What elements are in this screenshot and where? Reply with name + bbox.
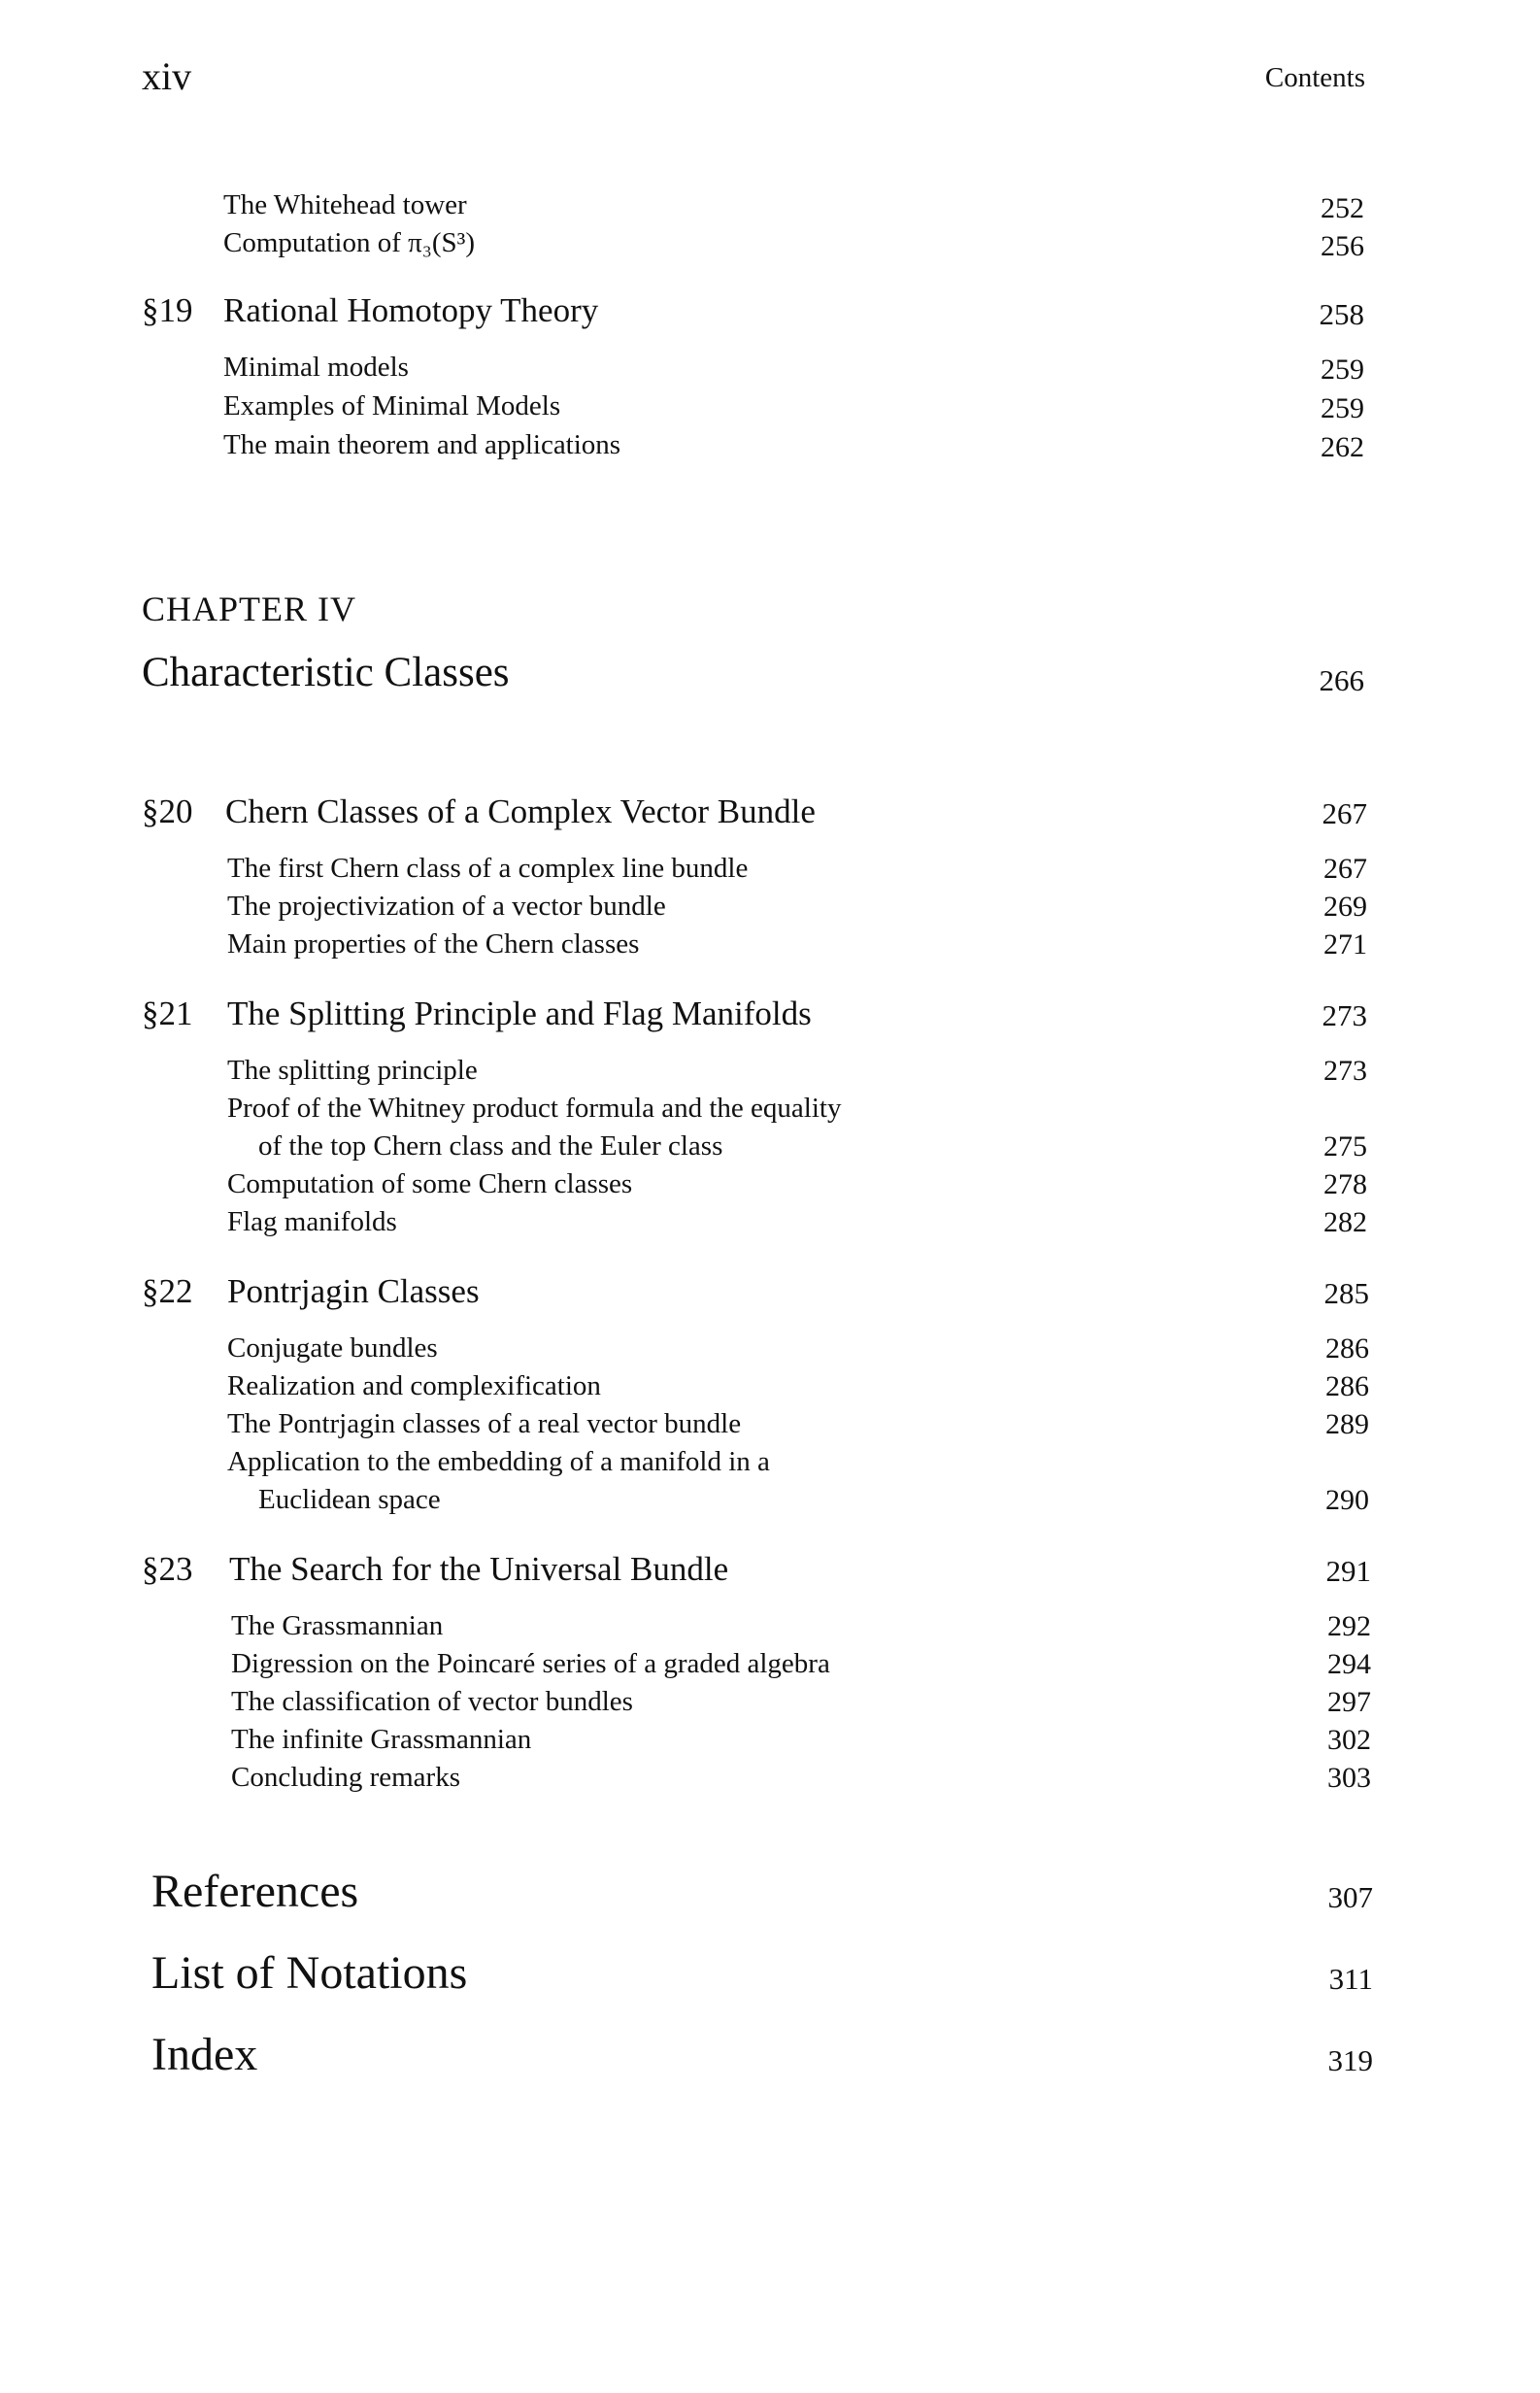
chapter-label: CHAPTER IV	[142, 590, 357, 628]
toc-entry-title[interactable]: Main properties of the Chern classes	[227, 928, 640, 960]
running-title: Contents	[1264, 62, 1365, 93]
toc-entry-page: 273	[1323, 1055, 1367, 1087]
section-page: 285	[1323, 1276, 1369, 1310]
toc-entry-title[interactable]: of the top Chern class and the Euler class	[258, 1130, 723, 1162]
toc-entry-title[interactable]: Realization and complexification	[227, 1370, 601, 1401]
section-number: §22	[142, 1272, 193, 1310]
toc-entry-title[interactable]: The infinite Grassmannian	[231, 1724, 532, 1755]
back-matter-title[interactable]: List of Notations	[151, 1947, 468, 1999]
back-matter-page: 319	[1327, 2043, 1373, 2077]
toc-entry-page: 282	[1323, 1206, 1367, 1238]
toc-entry-title[interactable]: Concluding remarks	[231, 1762, 460, 1793]
toc-entry-title[interactable]: Flag manifolds	[227, 1206, 397, 1237]
back-matter-title[interactable]: Index	[151, 2029, 258, 2080]
toc-entry-page: 303	[1327, 1762, 1371, 1794]
toc-entry-page: 302	[1327, 1724, 1371, 1756]
section-page: 267	[1322, 796, 1367, 830]
toc-entry-page: 289	[1325, 1408, 1369, 1440]
toc-entry-title[interactable]: Minimal models	[223, 352, 409, 383]
toc-entry-page: 297	[1327, 1686, 1371, 1718]
toc-entry-page: 286	[1325, 1370, 1369, 1402]
toc-entry-page: 252	[1321, 192, 1364, 224]
section-page: 291	[1325, 1554, 1371, 1588]
toc-entry-page: 269	[1323, 891, 1367, 923]
toc-entry-title[interactable]: Application to the embedding of a manifold in a	[227, 1446, 770, 1477]
toc-entry-title[interactable]: Conjugate bundles	[227, 1332, 438, 1364]
toc-entry-title[interactable]: The classification of vector bundles	[231, 1686, 633, 1717]
toc-entry-page: 294	[1327, 1648, 1371, 1680]
section-page: 273	[1322, 998, 1367, 1032]
toc-entry-page: 275	[1323, 1130, 1367, 1163]
section-number: §20	[142, 792, 193, 830]
chapter-title[interactable]: Characteristic Classes	[142, 650, 510, 695]
section-title[interactable]: The Search for the Universal Bundle	[229, 1550, 729, 1588]
toc-entry-title[interactable]: Computation of π₃(S³)	[223, 227, 475, 258]
toc-entry-page: 278	[1323, 1168, 1367, 1200]
toc-entry-title[interactable]: The first Chern class of a complex line bundle	[227, 853, 749, 884]
section-title[interactable]: Pontrjagin Classes	[227, 1272, 480, 1310]
toc-entry-page: 290	[1325, 1484, 1369, 1516]
toc-entry-page: 267	[1323, 853, 1367, 885]
toc-entry-title[interactable]: The projectivization of a vector bundle	[227, 891, 666, 922]
toc-entry-page: 271	[1323, 928, 1367, 961]
toc-entry-title[interactable]: Examples of Minimal Models	[223, 390, 561, 421]
section-title[interactable]: Rational Homotopy Theory	[223, 291, 599, 329]
toc-entry-title[interactable]: The main theorem and applications	[223, 429, 621, 460]
toc-entry-title[interactable]: The Whitehead tower	[223, 189, 467, 220]
toc-entry-page: 286	[1325, 1332, 1369, 1365]
back-matter-page: 307	[1327, 1880, 1373, 1914]
section-number: §23	[142, 1550, 193, 1588]
toc-entry-title[interactable]: Proof of the Whitney product formula and the equality	[227, 1093, 842, 1124]
chapter-page: 266	[1319, 663, 1364, 697]
section-number: §19	[142, 291, 193, 329]
toc-entry-page: 259	[1321, 354, 1364, 386]
toc-entry-page: 292	[1327, 1610, 1371, 1642]
toc-entry-page: 262	[1321, 431, 1364, 463]
toc-entry-title[interactable]: The splitting principle	[227, 1055, 478, 1086]
section-title[interactable]: The Splitting Principle and Flag Manifolds	[227, 994, 812, 1032]
section-title[interactable]: Chern Classes of a Complex Vector Bundle	[225, 792, 816, 830]
toc-entry-title[interactable]: Euclidean space	[258, 1484, 441, 1515]
toc-entry-title[interactable]: Digression on the Poincaré series of a graded algebra	[231, 1648, 830, 1679]
toc-entry-page: 256	[1321, 230, 1364, 262]
toc-entry-title[interactable]: The Pontrjagin classes of a real vector bundle	[227, 1408, 742, 1439]
back-matter-page: 311	[1328, 1962, 1373, 1996]
back-matter-title[interactable]: References	[151, 1866, 359, 1917]
toc-entry-title[interactable]: Computation of some Chern classes	[227, 1168, 633, 1199]
page-number: xiv	[142, 54, 192, 98]
toc-entry-page: 259	[1321, 392, 1364, 424]
section-number: §21	[142, 994, 193, 1032]
toc-entry-title[interactable]: The Grassmannian	[231, 1610, 444, 1641]
section-page: 258	[1319, 297, 1364, 331]
